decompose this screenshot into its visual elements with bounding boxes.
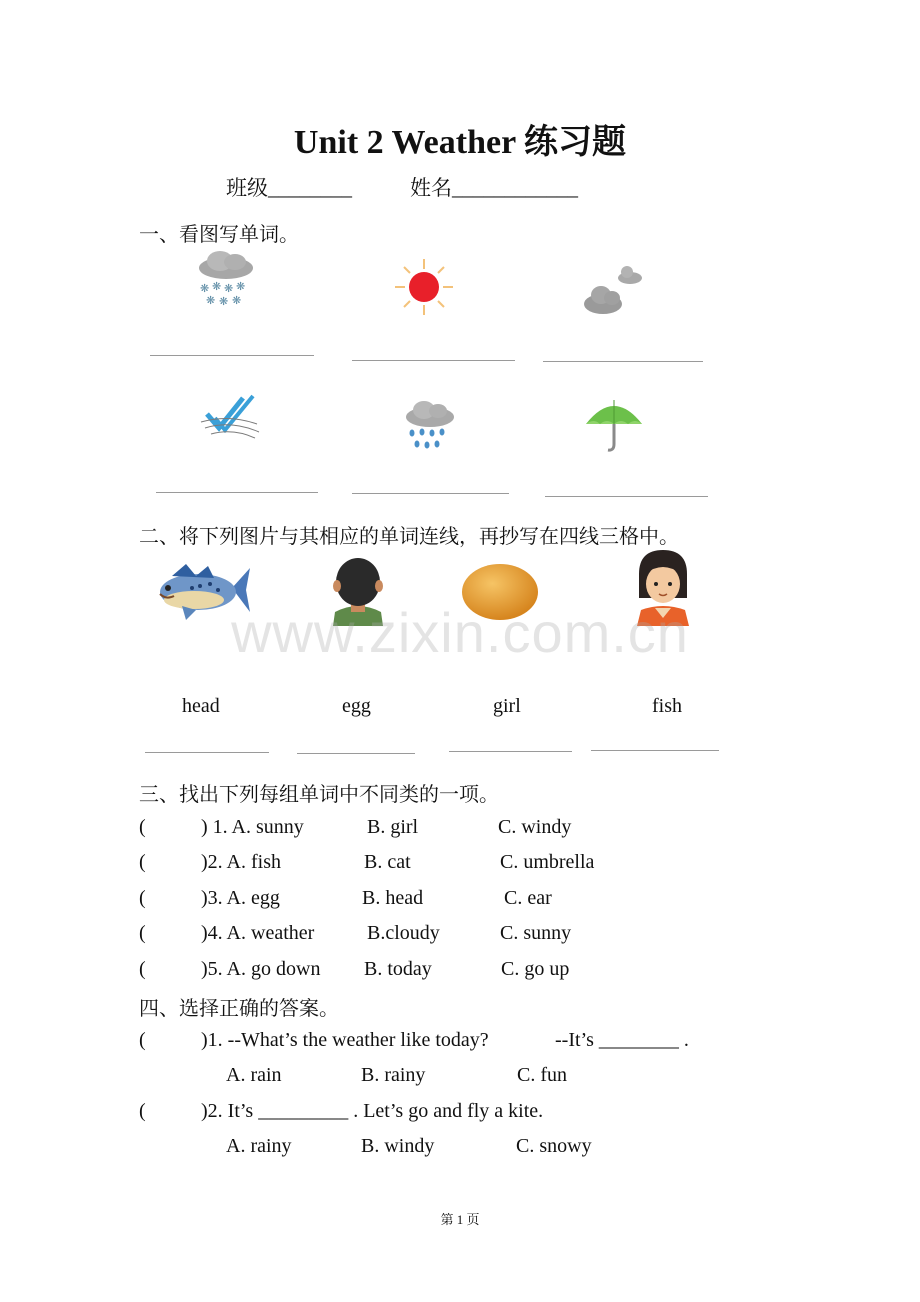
page-title: Unit 2 Weather 练习题: [293, 124, 627, 161]
page-number: 第 1 页: [440, 1212, 480, 1227]
cloudy-icon: [583, 262, 645, 318]
question-paren: (: [139, 1100, 146, 1122]
svg-text:❋: ❋: [232, 294, 242, 307]
answer-line: [352, 360, 515, 361]
choice-1-option-a: A. rain: [226, 1064, 282, 1086]
watermark: www.zixin.com.cn: [231, 601, 689, 664]
answer-line: [156, 492, 318, 493]
match-word-head: head: [182, 695, 220, 717]
rain-cloud-icon: [403, 400, 457, 452]
question-paren: (: [139, 958, 146, 980]
match-word-egg: egg: [342, 695, 371, 717]
question-2-option-a: )2. A. fish: [201, 851, 281, 873]
question-3-option-a: )3. A. egg: [201, 887, 280, 909]
choice-1-option-b: B. rainy: [361, 1064, 426, 1086]
name-field-label: 姓名____________: [410, 176, 578, 200]
question-paren: (: [139, 1029, 146, 1051]
svg-text:❋: ❋: [219, 295, 229, 308]
svg-text:❋: ❋: [200, 282, 210, 295]
sun-icon: [393, 257, 455, 317]
copy-line: [591, 750, 719, 751]
answer-line: [545, 496, 708, 497]
question-2-option-b: B. cat: [364, 851, 411, 873]
question-5-option-c: C. go up: [501, 958, 570, 980]
choice-1-answer: --It’s ________ .: [555, 1029, 689, 1051]
question-paren: (: [139, 922, 146, 944]
choice-2-option-a: A. rainy: [226, 1135, 292, 1157]
class-field-label: 班级________: [226, 176, 352, 200]
answer-line: [352, 493, 509, 494]
question-paren: (: [139, 887, 146, 909]
copy-line: [449, 751, 572, 752]
wind-icon: [199, 392, 263, 442]
choice-1-question: )1. --What’s the weather like today?: [201, 1029, 489, 1051]
copy-line: [297, 753, 415, 754]
choice-2-question: )2. It’s _________ . Let’s go and fly a kite.: [201, 1100, 544, 1122]
question-1-option-b: B. girl: [367, 816, 419, 838]
question-2-option-c: C. umbrella: [500, 851, 595, 873]
answer-line: [543, 361, 703, 362]
section-3-heading: 三、找出下列每组单词中不同类的一项。: [139, 784, 499, 806]
match-word-girl: girl: [493, 695, 521, 717]
question-1-option-a: ) 1. A. sunny: [201, 816, 304, 838]
snowy-cloud-icon: [196, 250, 258, 310]
question-3-option-b: B. head: [362, 887, 424, 909]
choice-2-option-c: C. snowy: [516, 1135, 592, 1157]
svg-text:❋: ❋: [206, 294, 216, 307]
choice-2-option-b: B. windy: [361, 1135, 435, 1157]
section-4-heading: 四、选择正确的答案。: [139, 998, 339, 1020]
question-5-option-a: )5. A. go down: [201, 958, 321, 980]
umbrella-icon: [584, 396, 644, 454]
choice-1-option-c: C. fun: [517, 1064, 567, 1086]
copy-line: [145, 752, 269, 753]
question-1-option-c: C. windy: [498, 816, 572, 838]
answer-line: [150, 355, 314, 356]
svg-text:❋: ❋: [212, 280, 222, 293]
question-paren: (: [139, 851, 146, 873]
match-word-fish: fish: [652, 695, 682, 717]
svg-text:❋: ❋: [224, 282, 234, 295]
question-3-option-c: C. ear: [504, 887, 552, 909]
section-1-heading: 一、看图写单词。: [139, 224, 299, 246]
question-4-option-a: )4. A. weather: [201, 922, 315, 944]
question-4-option-b: B.cloudy: [367, 922, 440, 944]
question-paren: (: [139, 816, 146, 838]
svg-text:❋: ❋: [236, 280, 246, 293]
section-2-heading: 二、将下列图片与其相应的单词连线，再抄写在四线三格中。: [139, 526, 679, 548]
question-4-option-c: C. sunny: [500, 922, 572, 944]
question-5-option-b: B. today: [364, 958, 432, 980]
